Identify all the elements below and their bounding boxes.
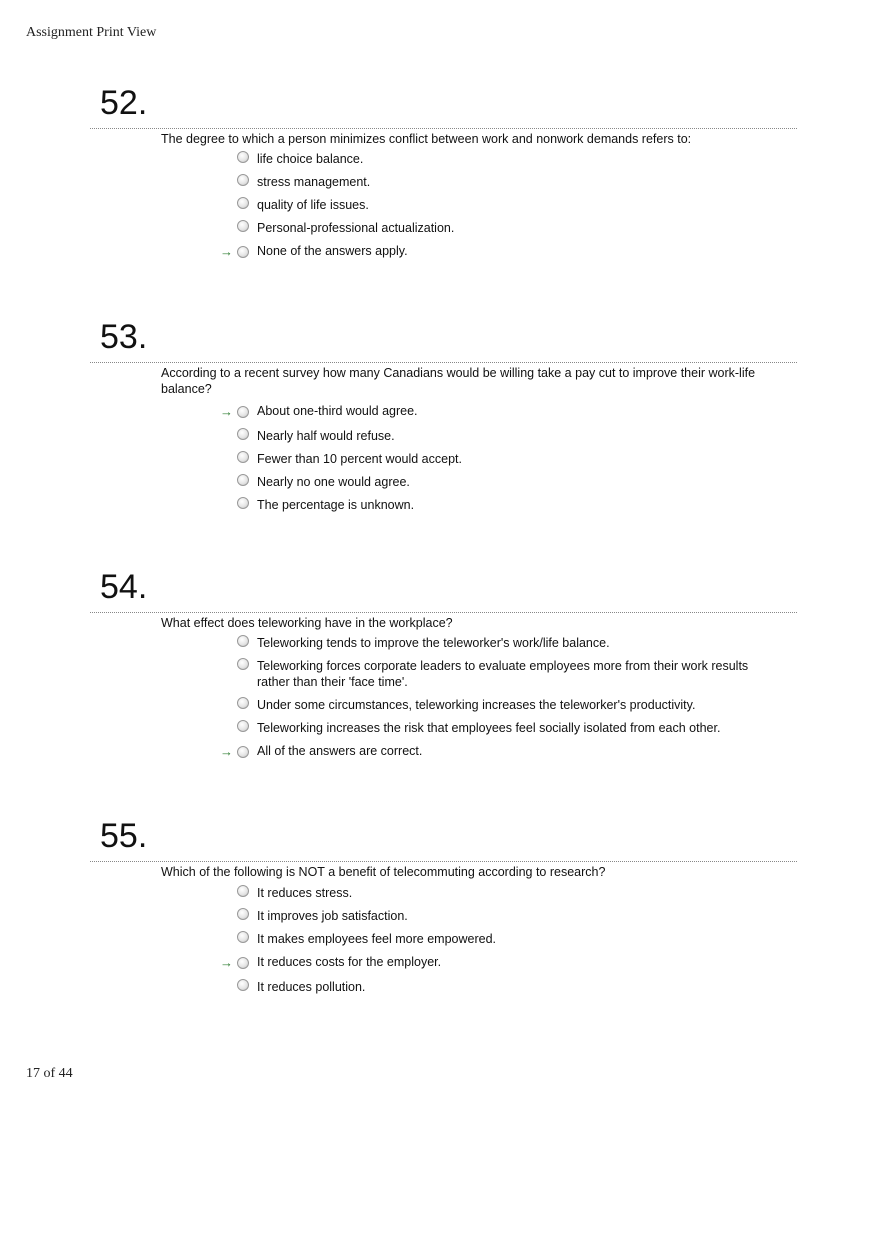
answer-option[interactable]: [220, 658, 780, 690]
answer-label: Teleworking forces corporate leaders to evaluate employees more from their work results rather than their 'face time'.: [257, 659, 749, 689]
answer-label: quality of life issues.: [257, 198, 369, 212]
page-header: Assignment Print View: [26, 25, 157, 40]
answer-label: Teleworking tends to improve the teleworker's work/life balance.: [257, 636, 610, 650]
answer-label: The percentage is unknown.: [257, 498, 415, 512]
answer-label: Nearly half would refuse.: [257, 429, 395, 443]
radio-button-icon[interactable]: [237, 908, 249, 920]
answer-label: Nearly no one would agree.: [257, 475, 410, 489]
right-arrow-icon: →: [220, 404, 233, 419]
answer-option[interactable]: [220, 428, 780, 444]
answer-option[interactable]: [220, 197, 780, 213]
question-53: [90, 318, 797, 528]
answer-option[interactable]: [220, 174, 780, 190]
answer-option[interactable]: [220, 635, 780, 651]
answer-option[interactable]: [220, 931, 780, 947]
radio-button-icon[interactable]: [237, 174, 249, 186]
question-number: 53.: [100, 318, 148, 356]
answer-option[interactable]: [220, 720, 780, 736]
answer-label: It makes employees feel more empowered.: [257, 932, 496, 946]
answer-option-correct[interactable]: [220, 954, 780, 970]
answer-option-correct[interactable]: [220, 743, 780, 759]
radio-button-icon[interactable]: [237, 428, 249, 440]
answer-option[interactable]: [220, 885, 780, 901]
answer-list: [220, 151, 780, 268]
radio-button-icon[interactable]: [237, 697, 249, 709]
answer-list: [220, 401, 780, 520]
radio-button-icon[interactable]: [237, 474, 249, 486]
radio-button-icon[interactable]: [237, 497, 249, 509]
answer-option[interactable]: [220, 497, 780, 513]
radio-button-icon[interactable]: [237, 746, 249, 758]
right-arrow-icon: →: [220, 744, 233, 759]
question-number: 55.: [100, 817, 148, 855]
answer-label: It reduces pollution.: [257, 980, 366, 994]
answer-label: Personal-professional actualization.: [257, 221, 455, 235]
answer-label: life choice balance.: [257, 152, 364, 166]
answer-label: It reduces costs for the employer.: [257, 955, 442, 969]
question-text: The degree to which a person minimizes conflict between work and nonwork demands refers to:: [161, 132, 692, 146]
question-text: What effect does teleworking have in the workplace?: [161, 616, 453, 630]
divider: [90, 612, 797, 613]
radio-button-icon[interactable]: [237, 720, 249, 732]
answer-label: Teleworking increases the risk that employees feel socially isolated from each other.: [257, 721, 721, 735]
radio-button-icon[interactable]: [237, 885, 249, 897]
answer-label: It reduces stress.: [257, 886, 353, 900]
answer-option[interactable]: [220, 151, 780, 167]
answer-label: About one-third would agree.: [257, 404, 418, 418]
page-counter: 17 of 44: [26, 1066, 73, 1081]
answer-option[interactable]: [220, 474, 780, 490]
question-number: 52.: [100, 84, 148, 122]
answer-option[interactable]: [220, 451, 780, 467]
answer-option[interactable]: [220, 908, 780, 924]
question-number: 54.: [100, 568, 148, 606]
answer-label: It improves job satisfaction.: [257, 909, 408, 923]
question-52: [90, 84, 797, 284]
right-arrow-icon: →: [220, 244, 233, 259]
answer-label: Fewer than 10 percent would accept.: [257, 452, 462, 466]
radio-button-icon[interactable]: [237, 246, 249, 258]
radio-button-icon[interactable]: [237, 197, 249, 209]
answer-option-correct[interactable]: [220, 403, 780, 419]
answer-label: Under some circumstances, teleworking increases the teleworker's productivity.: [257, 698, 696, 712]
answer-list: [220, 635, 780, 768]
radio-button-icon[interactable]: [237, 979, 249, 991]
answer-option[interactable]: [220, 697, 780, 713]
question-text: Which of the following is NOT a benefit of telecommuting according to research?: [161, 865, 606, 879]
divider: [90, 861, 797, 862]
radio-button-icon[interactable]: [237, 451, 249, 463]
radio-button-icon[interactable]: [237, 957, 249, 969]
answer-label: All of the answers are correct.: [257, 744, 423, 758]
divider: [90, 362, 797, 363]
radio-button-icon[interactable]: [237, 220, 249, 232]
right-arrow-icon: →: [220, 955, 233, 970]
divider: [90, 128, 797, 129]
answer-option[interactable]: [220, 220, 780, 236]
radio-button-icon[interactable]: [237, 635, 249, 647]
radio-button-icon[interactable]: [237, 151, 249, 163]
radio-button-icon[interactable]: [237, 406, 249, 418]
question-54: [90, 568, 797, 778]
answer-label: None of the answers apply.: [257, 244, 408, 258]
answer-option[interactable]: [220, 979, 780, 995]
radio-button-icon[interactable]: [237, 931, 249, 943]
question-55: [90, 817, 797, 1017]
answer-label: stress management.: [257, 175, 371, 189]
answer-option-correct[interactable]: [220, 243, 780, 259]
question-text: According to a recent survey how many Canadians would be willing take a pay cut to improve their work-life balance?: [161, 366, 756, 396]
radio-button-icon[interactable]: [237, 658, 249, 670]
answer-list: [220, 885, 780, 1002]
